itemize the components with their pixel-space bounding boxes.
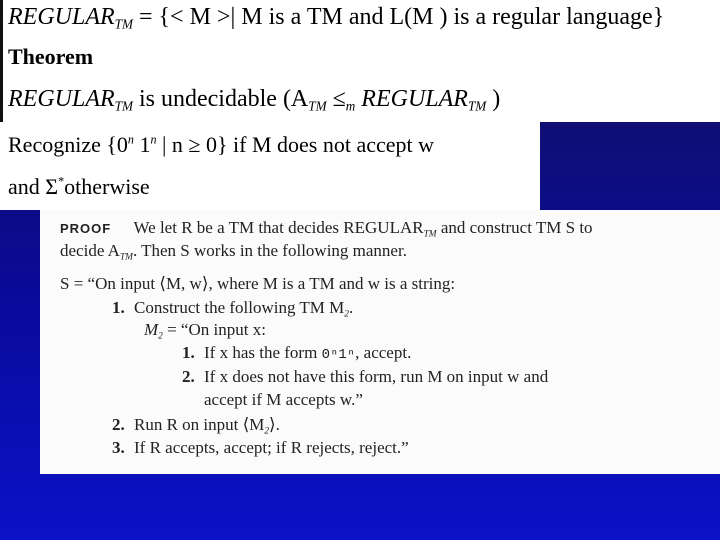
step-2	[112, 415, 280, 436]
subscript: TM	[308, 98, 327, 114]
subscript: 2	[264, 426, 270, 437]
step-text: Construct the following TM M	[134, 298, 345, 317]
step-3	[112, 438, 409, 458]
proof-box	[40, 210, 720, 474]
proof-text: and construct TM S to	[436, 218, 593, 237]
subscript: m	[345, 98, 356, 114]
proof-label: PROOF	[60, 221, 112, 236]
subscript: 2	[344, 309, 349, 320]
language-name: REGULAR	[355, 86, 468, 112]
step-number: 1.	[112, 298, 125, 317]
subscript: TM	[119, 252, 133, 263]
step-text: = “On input x:	[162, 320, 266, 339]
step-text: If R accepts, accept; if R rejects, reject.”	[134, 438, 409, 457]
step-text: If x has the form	[204, 343, 322, 362]
m2-definition	[144, 320, 266, 341]
subscript: TM	[114, 16, 133, 32]
proof-text: We let R be a TM that decides REGULAR	[133, 218, 424, 237]
theorem-text: )	[486, 86, 501, 112]
step-1	[112, 298, 353, 319]
left-rule	[0, 0, 3, 122]
superscript: *	[58, 174, 65, 189]
theorem-statement	[8, 86, 500, 115]
subscript: TM	[114, 98, 133, 114]
step-number: 1.	[182, 343, 195, 362]
step-text: Run R on input ⟨M	[134, 415, 265, 434]
subscript: TM	[423, 229, 437, 240]
step-text: .	[348, 298, 354, 317]
step-number: 2.	[182, 367, 195, 386]
proof-line-2	[60, 241, 407, 262]
substep-1	[182, 343, 411, 363]
step-text: If x does not have this form, run M on input w and	[204, 367, 549, 386]
language-name: REGULAR	[8, 4, 115, 30]
step-text: ⟩.	[269, 415, 280, 434]
proof-text: decide A	[60, 241, 120, 260]
proof-line-1	[60, 218, 593, 239]
definition-text: = {< M >| M is a TM and L(M ) is a regular language}	[132, 4, 665, 30]
recognize-text: Recognize {0	[8, 132, 128, 157]
superscript: n	[150, 132, 157, 147]
subscript: TM	[467, 98, 487, 114]
step-number: 2.	[112, 415, 125, 434]
superscript: n	[127, 132, 134, 147]
step-number: 3.	[112, 438, 125, 457]
otherwise-text: otherwise	[64, 174, 150, 199]
recognize-line	[8, 132, 434, 158]
proof-text: . Then S works in the following manner.	[132, 241, 407, 260]
subscript: 2	[158, 331, 163, 342]
substep-2	[182, 367, 548, 387]
otherwise-line	[8, 174, 150, 200]
language-name: REGULAR	[8, 86, 115, 112]
definition-line	[8, 4, 664, 33]
step-text: , accept.	[355, 343, 412, 362]
recognize-text: | n ≥ 0} if M does not accept w	[156, 132, 435, 157]
form-string: 0ⁿ1ⁿ	[321, 347, 356, 363]
theorem-text: is undecidable (A	[132, 86, 309, 112]
otherwise-text: and Σ	[8, 174, 59, 199]
machine-name: M	[144, 320, 159, 339]
proof-line-3: S = “On input ⟨M, w⟩, where M is a TM and w is a string:	[60, 274, 456, 293]
theorem-heading: Theorem	[8, 44, 94, 69]
substep-2-continued: accept if M accepts w.”	[204, 390, 363, 409]
reduction-symbol: ≤	[326, 86, 346, 112]
recognize-text: 1	[133, 132, 151, 157]
